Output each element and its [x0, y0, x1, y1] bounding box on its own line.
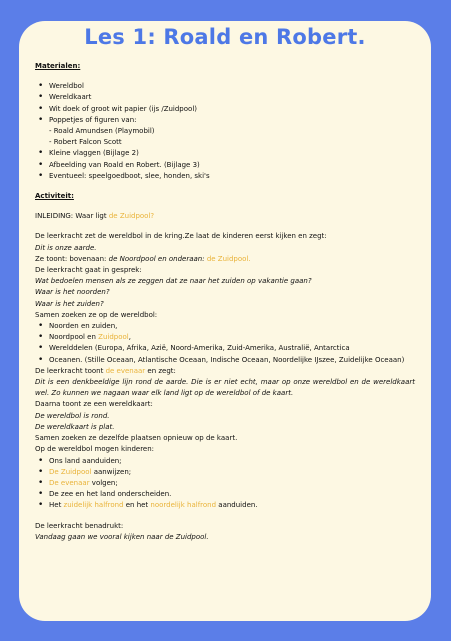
page-title: Les 1: Roald en Robert.: [84, 25, 366, 49]
quote-line: Dit is een denkbeeldige lijn rond de aarde. Die is er niet echt, maar op onze wereldbol en de wereldkaart wel. Zo kunnen we nagaan waar elk land ligt op de wereldbol of de kaart.: [35, 378, 415, 398]
list-item: • De evenaar volgen;: [49, 478, 415, 489]
quote-line: Vandaag gaan we vooral kijken naar de Zuidpool.: [35, 532, 209, 541]
lesson-content: [35, 61, 415, 543]
quote-line: De wereldkaart is plat.: [35, 422, 115, 431]
list-subitem: - Robert Falcon Scott: [49, 138, 122, 147]
text-line: De leerkracht gaat in gesprek:: [35, 266, 142, 275]
list-item: • Poppetjes of figuren van: - Roald Amundsen (Playmobil) - Robert Falcon Scott: [49, 115, 415, 149]
quote-line: Wat bedoelen mensen als ze zeggen dat ze naar het zuiden op vakantie gaan?: [35, 277, 312, 286]
text-line: De leerkracht zet de wereldbol in de kring.Ze laat de kinderen eerst kijken en zegt:: [35, 232, 327, 241]
quote-line: De wereldbol is rond.: [35, 411, 110, 420]
search-list: [35, 321, 415, 366]
list-item: • Kleine vlaggen (Bijlage 2): [49, 148, 415, 159]
list-item: • Noordpool en Zuidpool,: [49, 332, 415, 343]
list-subitem: - Roald Amundsen (Playmobil): [49, 127, 155, 136]
materials-list: [35, 81, 415, 182]
list-item: • Noorden en zuiden,: [49, 321, 415, 332]
text-line: Daarna toont ze een wereldkaart:: [35, 400, 153, 409]
task-list: [35, 456, 415, 512]
list-item: • Wereldkaart: [49, 92, 415, 103]
quote-line: Dit is onze aarde.: [35, 243, 97, 252]
quote-line: Waar is het noorden?: [35, 288, 110, 297]
text-line: Samen zoeken ze op de wereldbol:: [35, 310, 158, 319]
list-item: • De zee en het land onderscheiden.: [49, 489, 415, 500]
activity-heading: Activiteit:: [35, 192, 74, 201]
quote-line: Waar is het zuiden?: [35, 299, 104, 308]
list-item: • Werelddelen (Europa, Afrika, Azië, Noord-Amerika, Zuid-Amerika, Australië, Antarctica: [49, 343, 415, 354]
list-item: • Ons land aanduiden;: [49, 456, 415, 467]
text-line: De leerkracht benadrukt:: [35, 521, 124, 530]
list-item: • Oceanen. (Stille Oceaan, Atlantische Oceaan, Indische Oceaan, Noordelijke IJszee, Zuidelijke Oceaan): [49, 355, 415, 366]
list-item: • Wereldbol: [49, 81, 415, 92]
intro-line: INLEIDING: Waar ligt de Zuidpool?: [35, 212, 155, 221]
text-line: De leerkracht toont de evenaar en zegt:: [35, 366, 176, 375]
list-item: • Afbeelding van Roald en Robert. (Bijlage 3): [49, 160, 415, 171]
list-item: • Wit doek of groot wit papier (ijs /Zuidpool): [49, 104, 415, 115]
text-line: Ze toont: bovenaan: de Noordpool en onderaan: de Zuidpool.: [35, 254, 251, 263]
worksheet-card: [19, 21, 431, 621]
list-item: • Eventueel: speelgoedboot, slee, honden, ski's: [49, 171, 415, 182]
list-item: • De Zuidpool aanwijzen;: [49, 467, 415, 478]
text-line: Op de wereldbol mogen kinderen:: [35, 445, 155, 454]
list-item: • Het zuidelijk halfrond en het noordelijk halfrond aanduiden.: [49, 500, 415, 511]
text-line: Samen zoeken ze dezelfde plaatsen opnieuw op de kaart.: [35, 434, 238, 443]
materials-heading: Materialen:: [35, 62, 81, 70]
